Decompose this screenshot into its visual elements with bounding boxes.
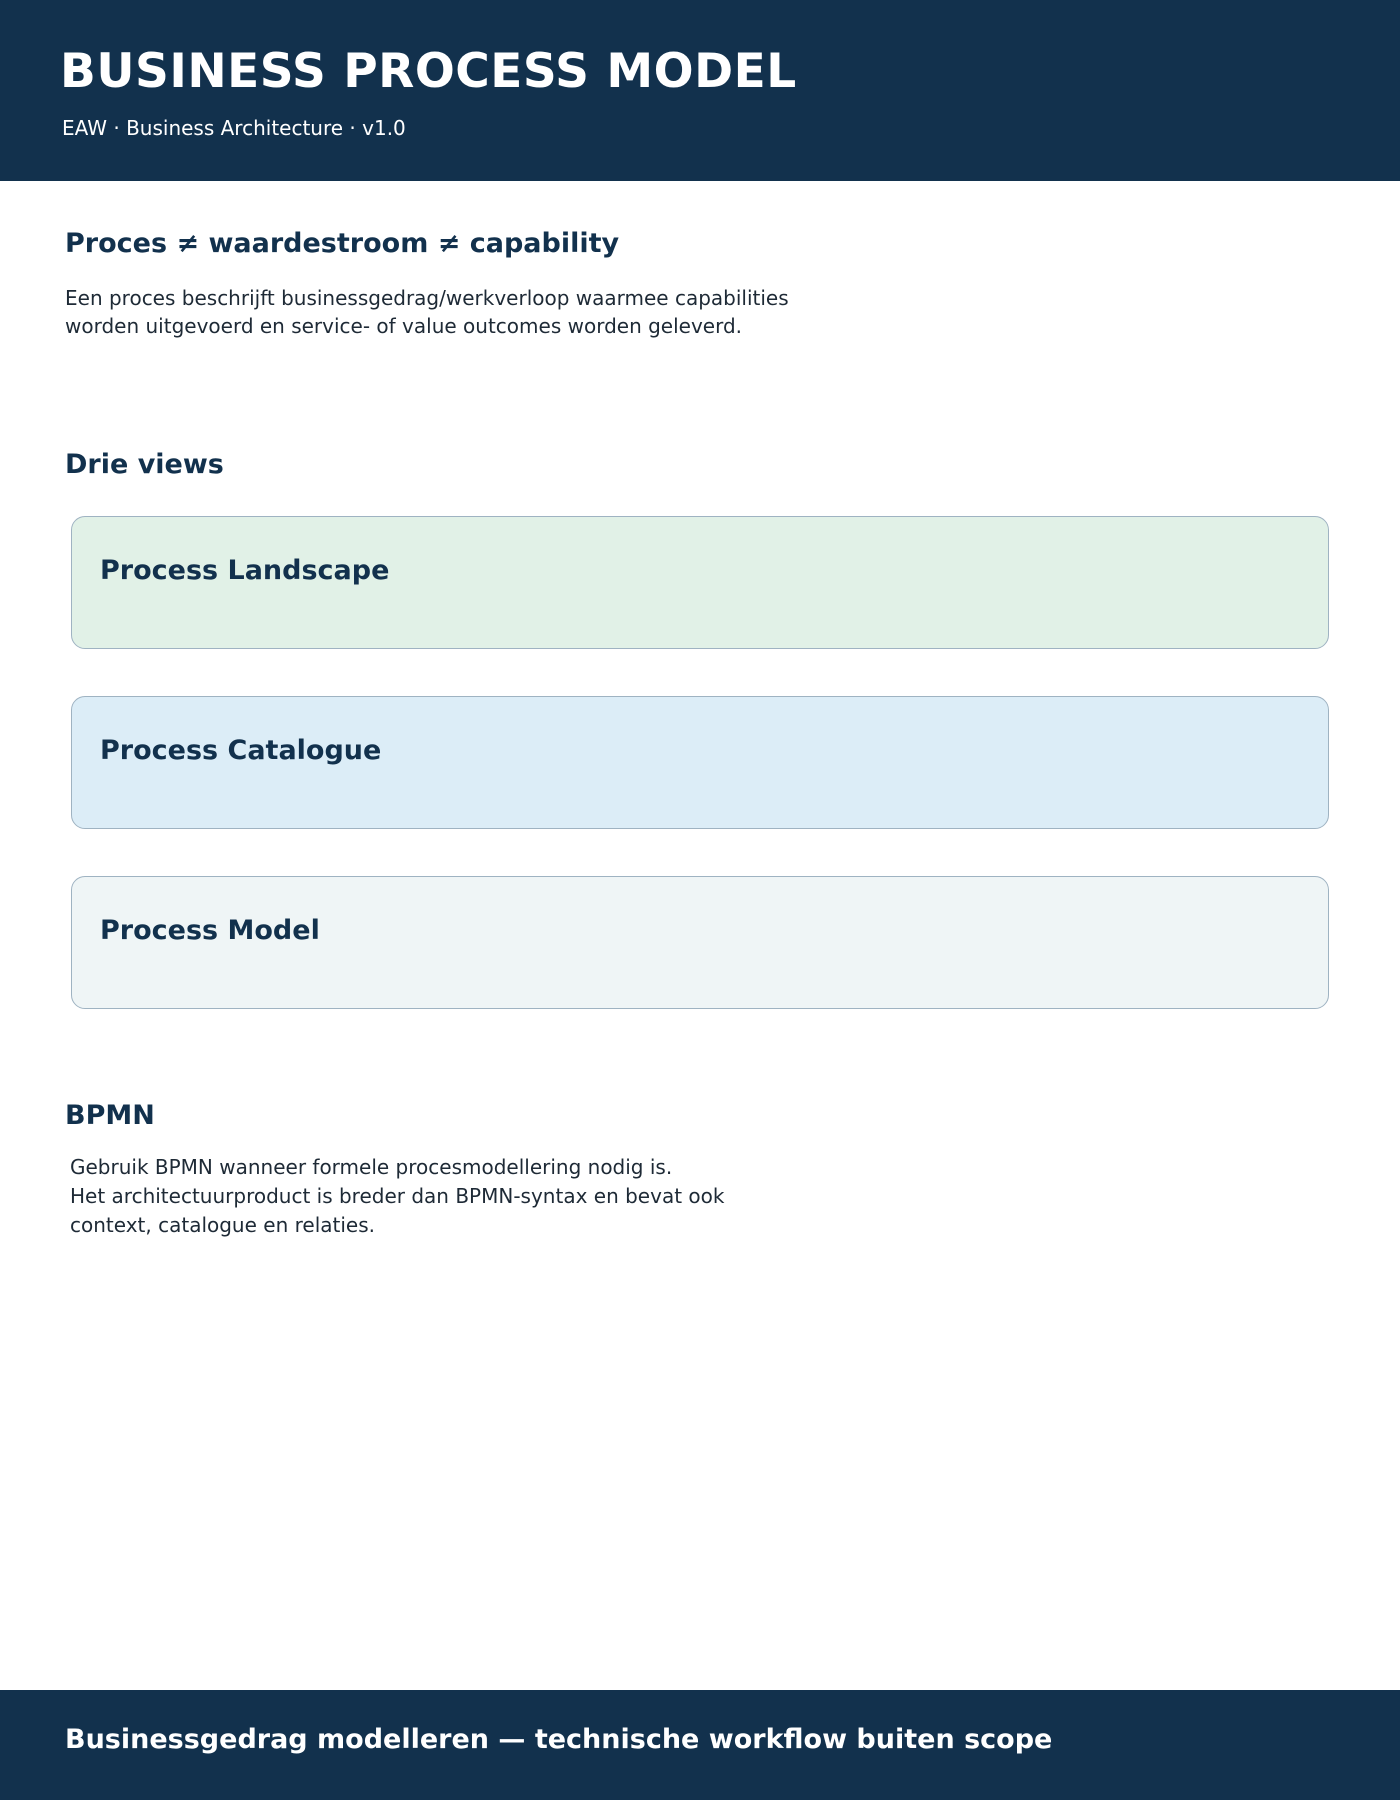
page-subtitle: EAW · Business Architecture · v1.0: [62, 116, 406, 140]
view-card-process-catalogue: [71, 696, 1329, 829]
intro-line: Een proces beschrijft businessgedrag/werkverloop waarmee capabilities: [65, 286, 789, 310]
page-title: BUSINESS PROCESS MODEL: [60, 44, 797, 99]
footer-text: Businessgedrag modelleren — technische workflow buiten scope: [65, 1724, 1053, 1755]
intro-line: worden uitgevoerd en service- of value outcomes worden geleverd.: [65, 314, 743, 338]
page-footer: [0, 1690, 1400, 1800]
views-heading: Drie views: [65, 449, 224, 480]
view-card-title: Process Catalogue: [100, 735, 382, 766]
bpmn-line: Het architectuurproduct is breder dan BPMN-syntax en bevat ook: [70, 1184, 725, 1208]
bpmn-paragraph: [70, 1153, 724, 1240]
intro-heading: Proces ≠ waardestroom ≠ capability: [65, 228, 620, 259]
page-header: [0, 0, 1400, 181]
bpmn-heading: BPMN: [65, 1100, 155, 1131]
view-card-title: Process Model: [100, 915, 320, 946]
bpmn-line: Gebruik BPMN wanneer formele procesmodellering nodig is.: [70, 1155, 673, 1179]
bpmn-line: context, catalogue en relaties.: [70, 1213, 375, 1237]
intro-paragraph: [65, 284, 789, 340]
view-card-process-model: [71, 876, 1329, 1009]
view-card-process-landscape: [71, 516, 1329, 649]
view-card-title: Process Landscape: [100, 555, 390, 586]
